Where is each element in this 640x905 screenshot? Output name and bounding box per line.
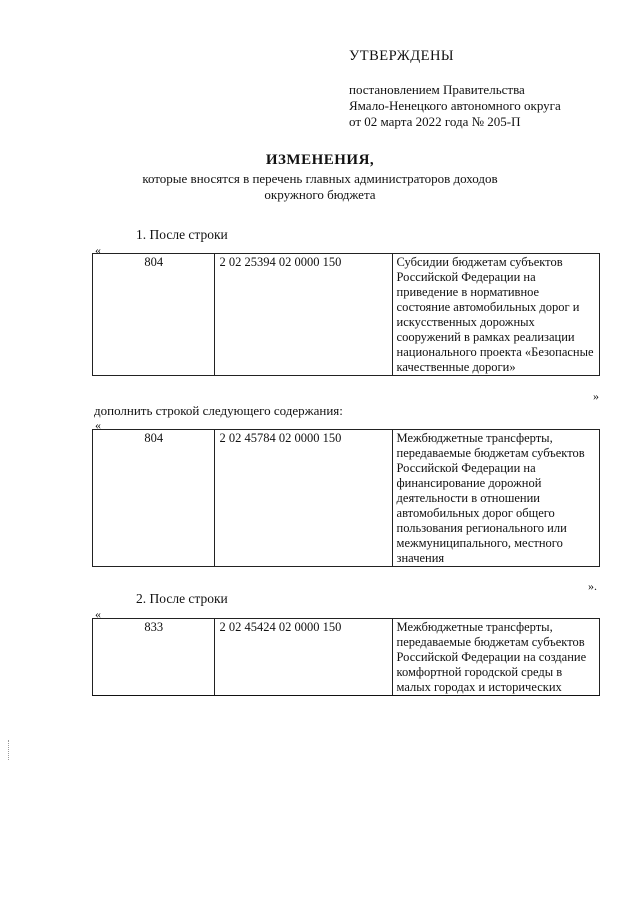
table-row <box>93 430 600 567</box>
section-2-label: 2. После строки <box>136 591 228 606</box>
scan-margin-mark <box>8 740 10 760</box>
approval-line-1: постановлением Правительства <box>349 82 525 97</box>
revenue-name-cell: Межбюджетные трансферты, передаваемые бюджетам субъектов Российской Федерации на создание комфортной городской среды в малых городах и исторических <box>392 619 599 696</box>
approval-line-3: от 02 марта 2022 года № 205-П <box>349 114 521 129</box>
admin-code-cell: 833 <box>93 619 215 696</box>
kbk-code-cell: 2 02 45784 02 0000 150 <box>215 430 392 567</box>
revenue-name-cell: Межбюджетные трансферты, передаваемые бюджетам субъектов Российской Федерации на финансирование дорожной деятельности в отношении автомобильных дорог общего пользования регионального или межмуниципального, местного значения <box>392 430 599 567</box>
add-row-instruction: дополнить строкой следующего содержания: <box>94 403 343 418</box>
kbk-code-cell: 2 02 25394 02 0000 150 <box>215 254 392 376</box>
table-row <box>93 619 600 696</box>
open-quote-1: « <box>95 243 101 257</box>
table-section-1-new-row <box>92 429 600 567</box>
approval-line-2: Ямало-Ненецкого автономного округа <box>349 98 561 113</box>
document-subtitle-1: которые вносятся в перечень главных администраторов доходов <box>142 171 498 186</box>
approval-title: УТВЕРЖДЕНЫ <box>349 48 455 64</box>
table-section-2-existing-row <box>92 618 600 696</box>
close-quote-2: ». <box>588 579 597 593</box>
table-row <box>93 254 600 376</box>
close-quote-1: » <box>593 389 599 403</box>
section-1-label: 1. После строки <box>136 227 228 242</box>
open-quote-3: « <box>95 607 101 621</box>
document-title: ИЗМЕНЕНИЯ, <box>265 152 375 168</box>
admin-code-cell: 804 <box>93 254 215 376</box>
document-subtitle-2: окружного бюджета <box>264 187 376 202</box>
open-quote-2: « <box>95 418 101 432</box>
revenue-name-cell: Субсидии бюджетам субъектов Российской Федерации на приведение в нормативное состояние автомобильных дорог и искусственных дорожных сооружений в рамках реализации национального проекта «Безопасные качественные дороги» <box>392 254 599 376</box>
admin-code-cell: 804 <box>93 430 215 567</box>
kbk-code-cell: 2 02 45424 02 0000 150 <box>215 619 392 696</box>
table-section-1-existing-row <box>92 253 600 376</box>
